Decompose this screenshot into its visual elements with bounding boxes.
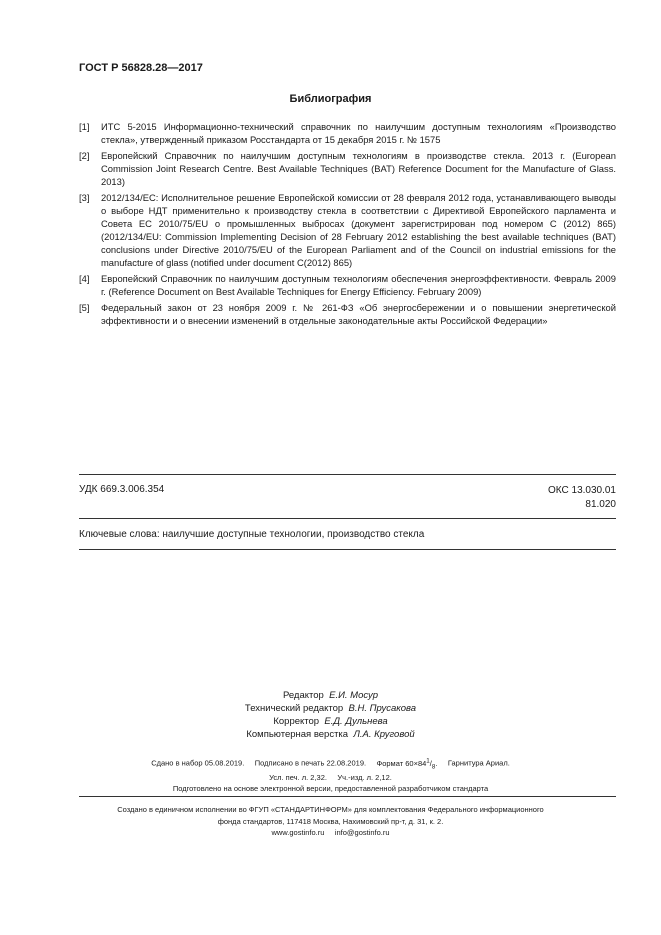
entry-text: Федеральный закон от 23 ноября 2009 г. № 261-ФЗ «Об энергосбережении и о повышении энергетической эффективности и о внесении изменений в отдельные законодательные акты Российской Федерации» [101,302,616,326]
staff-role: Компьютерная верстка [246,729,349,740]
entry-number: [1] [79,121,90,132]
prepared-note: Подготовлено на основе электронной версии, предоставленной разработчиком стандарта [172,784,489,793]
signed-date: Подписано в печать 22.08.2019. [254,758,367,768]
divider [79,796,616,797]
footer-contacts [0,827,661,839]
publishing-info [0,755,661,794]
entry-number: [5] [79,302,90,313]
entry-number: [3] [79,192,90,203]
staff-row [0,715,661,728]
paper-format: Формат $60\times 84^1/_8$. [376,757,438,770]
staff-name: Е.И. Мосур [329,690,379,701]
footer-line-2: фонда стандартов, 117418 Москва, Нахимовский пр-т, д. 31, к. 2. [217,816,444,826]
entry-text: ИТС 5-2015 Информационно-технический справочник по наилучшим доступным технологиям «Производство стекла», утвержденный приказом Росстандарта от 15 декабря 2015 г. № 1575 [101,121,616,145]
entry-number: [2] [79,150,90,161]
footer [0,804,661,839]
footer-line-1: Создано в единичном исполнении во ФГУП «СТАНДАРТИНФОРМ» для комплектования Федерального информационного [117,805,544,814]
divider [79,474,616,475]
staff-role: Корректор [273,716,320,727]
publishing-line-2 [0,772,661,783]
bibliography-entry [79,191,616,269]
sent-date: Сдано в набор 05.08.2019. [151,758,245,768]
bibliography-list [79,120,616,330]
entry-text: 2012/134/ЕС: Исполнительное решение Европейской комиссии от 28 февраля 2012 года, устанавливающего выводы о выборе НДТ применительно к производству стекла в соответствии с Директивой Европейского парламента и Совета ЕС 2010/75/EU о промышленных выбросах (документ зарегистрирован под номером С (2012) 865) (2012/134/EU: Commission Implementing Decision of 28 February 2012 establishing the best available techniques (BAT) conclusions under Directive 2010/75/EU of the European Parliament and of the Council on industrial emissions for the manufacture of glass (notified under document C(2012) 865) [101,192,616,268]
staff-role: Технический редактор [244,703,344,714]
publishing-line-1 [0,755,661,772]
udk-code: УДК 669.3.006.354 [79,484,165,495]
entry-text: Европейский Справочник по наилучшим доступным технологиям обеспечения энергоэффективности. Февраль 2009 г. (Reference Document on Best Available Techniques for Energy Efficiency. February 2009) [101,273,616,297]
document-code: ГОСТ Р 56828.28—2017 [79,62,203,74]
oks-line-2: 81.020 [585,499,616,510]
typeface: Гарнитура Ариал. [447,758,510,768]
divider [79,549,616,550]
staff-name: Е.Д. Дульнева [324,716,388,727]
oks-line-1: ОКС 13.030.01 [548,485,616,496]
print-sheets: Усл. печ. л. 2,32. [269,773,327,782]
bibliography-title: Библиография [289,93,372,105]
staff-row [0,728,661,741]
staff-row [0,702,661,715]
staff-credits [0,689,661,741]
staff-role: Редактор [282,690,324,701]
bibliography-entry [79,301,616,327]
oks-code [520,484,616,512]
keywords: Ключевые слова: наилучшие доступные технологии, производство стекла [79,529,425,540]
website-link[interactable]: www.gostinfo.ru [271,828,325,837]
entry-text: Европейский Справочник по наилучшим доступным технологиям в производстве стекла. 2013 г. (European Commission Joint Research Centre. Best Available Techniques (BAT) Reference Document for the Manufacture of Glass. 2013) [101,150,616,187]
staff-name: Л.А. Круговой [353,729,415,740]
entry-number: [4] [79,273,90,284]
edit-sheets: Уч.-изд. л. 2,12. [337,773,392,782]
bibliography-entry [79,120,616,146]
divider [79,518,616,519]
staff-row [0,689,661,702]
email-link[interactable]: info@gostinfo.ru [334,828,390,837]
bibliography-entry [79,149,616,188]
staff-name: В.Н. Прусакова [348,703,417,714]
bibliography-entry [79,272,616,298]
